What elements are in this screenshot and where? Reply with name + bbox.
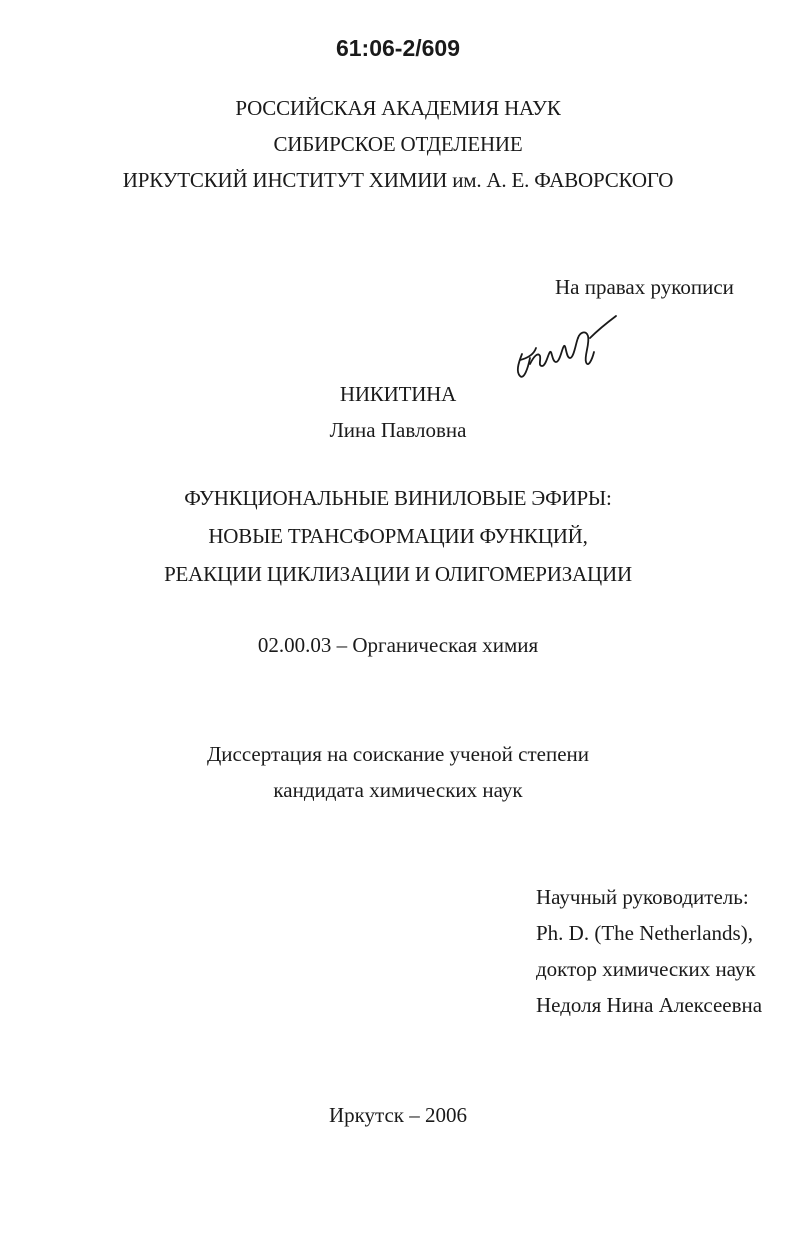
specialty-code: 02.00.03 – Органическая химия bbox=[257, 633, 539, 657]
archive-number: 61:06-2/609 bbox=[335, 35, 461, 61]
dissertation-title-line-1: ФУНКЦИОНАЛЬНЫЕ ВИНИЛОВЫЕ ЭФИРЫ: bbox=[184, 486, 612, 510]
degree-line-2: кандидата химических наук bbox=[273, 778, 523, 802]
manuscript-note: На правах рукописи bbox=[555, 275, 734, 299]
supervisor-credential-doctor: доктор химических наук bbox=[536, 957, 756, 981]
supervisor-name: Недоля Нина Алексеевна bbox=[536, 993, 763, 1017]
city-year: Иркутск – 2006 bbox=[328, 1103, 468, 1127]
author-given-names: Лина Павловна bbox=[329, 418, 467, 442]
organization-line-1: РОССИЙСКАЯ АКАДЕМИЯ НАУК bbox=[235, 96, 561, 120]
degree-line-1: Диссертация на соискание ученой степени bbox=[206, 742, 590, 766]
dissertation-title-line-3: РЕАКЦИИ ЦИКЛИЗАЦИИ И ОЛИГОМЕРИЗАЦИИ bbox=[164, 562, 632, 586]
supervisor-label: Научный руководитель: bbox=[536, 885, 749, 909]
organization-line-3: ИРКУТСКИЙ ИНСТИТУТ ХИМИИ им. А. Е. ФАВОРСКОГО bbox=[122, 168, 674, 192]
author-surname: НИКИТИНА bbox=[339, 382, 457, 406]
dissertation-title-line-2: НОВЫЕ ТРАНСФОРМАЦИИ ФУНКЦИЙ, bbox=[208, 524, 588, 548]
handwritten-signature bbox=[508, 308, 620, 388]
supervisor-credential-phd: Ph. D. (The Netherlands), bbox=[536, 921, 753, 945]
organization-line-2: СИБИРСКОЕ ОТДЕЛЕНИЕ bbox=[273, 132, 523, 156]
